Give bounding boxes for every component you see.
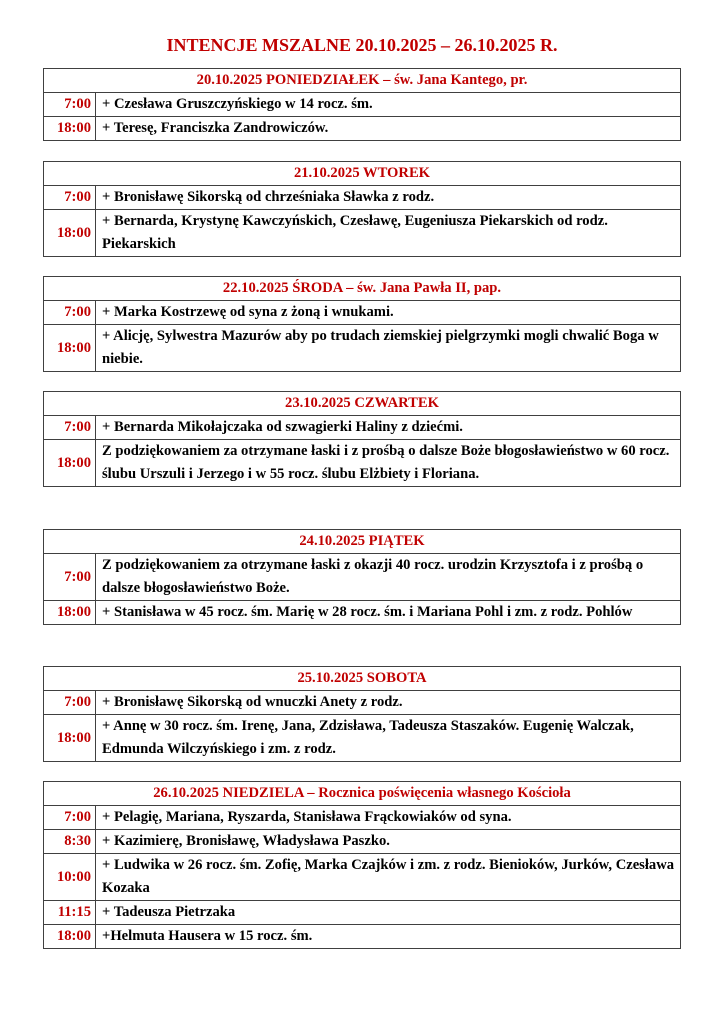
mass-time: 8:30 [44,830,96,854]
mass-time: 7:00 [44,806,96,830]
day-header-row [44,277,681,301]
mass-row [44,210,681,257]
mass-intention: + Bronisławę Sikorską od chrześniaka Sławka z rodz. [96,186,681,210]
mass-time: 11:15 [44,901,96,925]
mass-time: 7:00 [44,93,96,117]
mass-time: 7:00 [44,691,96,715]
mass-row [44,301,681,325]
mass-row [44,830,681,854]
day-header: 20.10.2025 PONIEDZIAŁEK – św. Jana Kantego, pr. [44,69,681,93]
mass-time: 18:00 [44,210,96,257]
day-table-sunday [43,781,681,949]
mass-intention: +Helmuta Hausera w 15 rocz. śm. [96,925,681,949]
mass-time: 7:00 [44,301,96,325]
mass-row [44,440,681,487]
mass-intention: + Kazimierę, Bronisławę, Władysława Paszko. [96,830,681,854]
mass-time: 18:00 [44,325,96,372]
day-header-row [44,530,681,554]
mass-row [44,416,681,440]
mass-intention: + Teresę, Franciszka Zandrowiczów. [96,117,681,141]
mass-time: 18:00 [44,117,96,141]
day-table-monday [43,68,681,141]
mass-time: 10:00 [44,854,96,901]
day-header: 21.10.2025 WTOREK [44,162,681,186]
day-table-saturday [43,666,681,762]
day-table-thursday [43,391,681,487]
day-table-wednesday [43,276,681,372]
mass-intention: + Annę w 30 rocz. śm. Irenę, Jana, Zdzisława, Tadeusza Staszaków. Eugenię Walczak, Edmunda Wilczyńskiego i zm. z rodz. [96,715,681,762]
mass-intention: Z podziękowaniem za otrzymane łaski z okazji 40 rocz. urodzin Krzysztofa i z prośbą o dalsze błogosławieństwo Boże. [96,554,681,601]
mass-intention: + Bronisławę Sikorską od wnuczki Anety z rodz. [96,691,681,715]
mass-intention: + Alicję, Sylwestra Mazurów aby po trudach ziemskiej pielgrzymki mogli chwalić Boga w niebie. [96,325,681,372]
day-header: 22.10.2025 ŚRODA – św. Jana Pawła II, pap. [44,277,681,301]
mass-intention: + Ludwika w 26 rocz. śm. Zofię, Marka Czajków i zm. z rodz. Bienioków, Jurków, Czesława Kozaka [96,854,681,901]
mass-time: 18:00 [44,715,96,762]
mass-time: 7:00 [44,416,96,440]
day-table-tuesday [43,161,681,257]
day-header: 24.10.2025 PIĄTEK [44,530,681,554]
mass-intention: + Tadeusza Pietrzaka [96,901,681,925]
day-header: 23.10.2025 CZWARTEK [44,392,681,416]
mass-time: 7:00 [44,554,96,601]
mass-row [44,691,681,715]
day-header: 25.10.2025 SOBOTA [44,667,681,691]
mass-row [44,601,681,625]
day-header-row [44,667,681,691]
mass-intention: Z podziękowaniem za otrzymane łaski i z prośbą o dalsze Boże błogosławieństwo w 60 rocz. ślubu Urszuli i Jerzego i w 55 rocz. ślubu Elżbiety i Floriana. [96,440,681,487]
mass-row [44,93,681,117]
mass-time: 18:00 [44,925,96,949]
mass-row [44,806,681,830]
mass-row [44,715,681,762]
mass-intention: + Pelagię, Mariana, Ryszarda, Stanisława Frąckowiaków od syna. [96,806,681,830]
mass-intention: + Bernarda, Krystynę Kawczyńskich, Czesławę, Eugeniusza Piekarskich od rodz. Piekarskich [96,210,681,257]
mass-intention: + Marka Kostrzewę od syna z żoną i wnukami. [96,301,681,325]
mass-intention: + Stanisława w 45 rocz. śm. Marię w 28 rocz. śm. i Mariana Pohl i zm. z rodz. Pohlów [96,601,681,625]
mass-row [44,117,681,141]
mass-row [44,925,681,949]
mass-time: 7:00 [44,186,96,210]
day-header-row [44,392,681,416]
mass-intention: + Bernarda Mikołajczaka od szwagierki Haliny z dziećmi. [96,416,681,440]
day-header-row [44,782,681,806]
day-header-row [44,162,681,186]
page-title: INTENCJE MSZALNE 20.10.2025 – 26.10.2025 R. [166,35,558,55]
mass-row [44,186,681,210]
mass-row [44,325,681,372]
mass-intention: + Czesława Gruszczyńskiego w 14 rocz. śm. [96,93,681,117]
mass-row [44,901,681,925]
mass-row [44,554,681,601]
day-header: 26.10.2025 NIEDZIELA – Rocznica poświęcenia własnego Kościoła [44,782,681,806]
day-table-friday [43,529,681,625]
mass-row [44,854,681,901]
mass-time: 18:00 [44,440,96,487]
mass-time: 18:00 [44,601,96,625]
day-header-row [44,69,681,93]
